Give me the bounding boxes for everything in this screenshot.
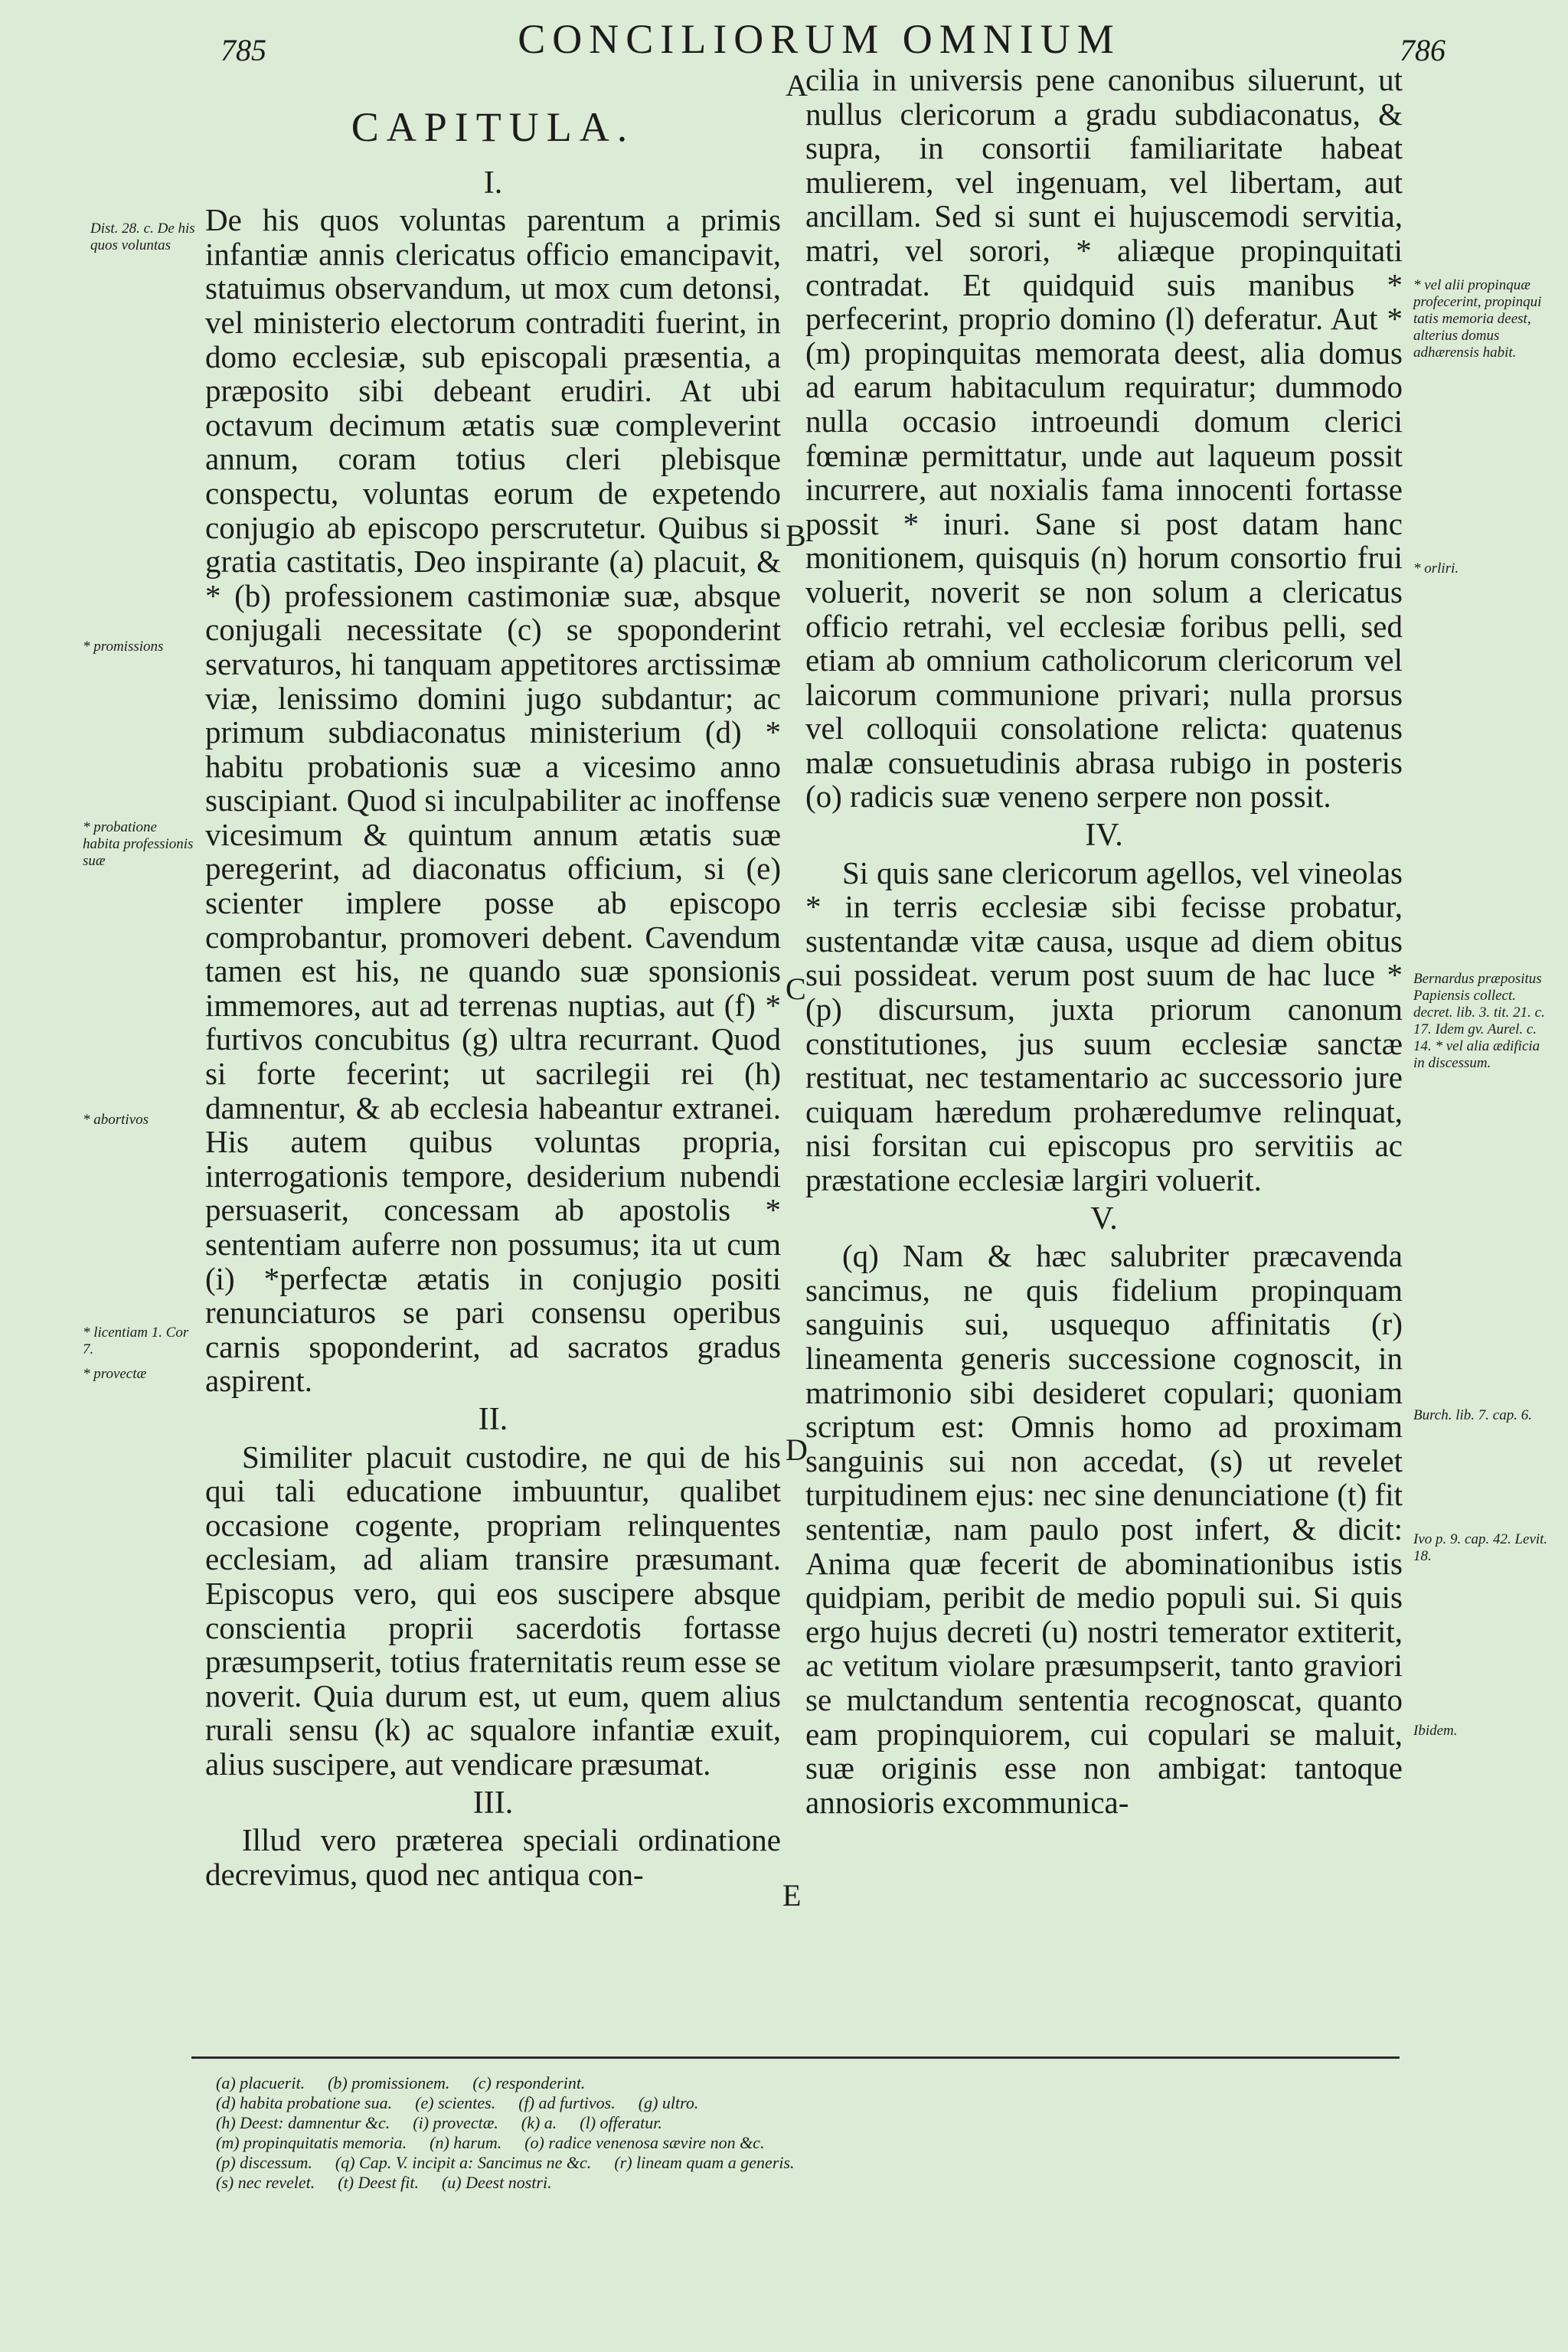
paragraph: Similiter placuit custodire, ne qui de his qui tali educatione imbuuntur, qualibet occasione cogente, propriam relinquentes ecclesiam, ad aliam transire præsumant. Episcopus vero, qui eos suscipere absque conscientia proprii sacerdotis fortasse præsumpserit, totius fraternitatis reum esse se noverit. Quia durum est, ut eum, quem alius rurali sensu (k) ac squalore infantiæ exuit, alius suscipere, aut vendicare præsumat. xyxy=(205,1439,781,1782)
margin-note: Bernardus præpositus Papiensis collect. decret. lib. 3. tit. 21. c. 17. Idem gv. Aurel. c. 14. * vel alia ædificia in discessum. xyxy=(1413,971,1545,1071)
section-letter: B xyxy=(786,518,806,553)
footnote: (d) habita probatione sua. xyxy=(216,2093,393,2112)
page-number-left: 785 xyxy=(220,33,266,67)
footnote: (c) responderint. xyxy=(472,2073,586,2092)
margin-note: * abortivos xyxy=(83,1112,149,1128)
paragraph: Si quis sane clericorum agellos, vel vineolas * in terris ecclesiæ sibi fecisse probatur, sustentandæ vitæ causa, usque ad diem obitus sui possideat. verum post suum de hac luce * (p) discursum, juxta priorum canonum constitutiones, jus suum ecclesiæ sanctæ restituat, nec testamentario ac successorio jure cuiquam hæredum prohæredumve relinquat, nisi forsitan cui episcopus pro servitiis ac præstatione ecclesiæ largiri voluerit. xyxy=(805,854,1403,1197)
margin-note: Ibidem. xyxy=(1413,1723,1458,1739)
footnote: (a) placuerit. xyxy=(216,2073,305,2092)
chapter-title: CAPITULA. xyxy=(351,104,635,150)
section-number: IV. xyxy=(1085,818,1123,854)
right-column xyxy=(805,63,1403,1819)
footnote: (s) nec revelet. xyxy=(216,2173,315,2192)
footnote-row xyxy=(216,2073,1410,2093)
margin-note: * promissions xyxy=(83,639,164,655)
footnote: (f) ad furtivos. xyxy=(518,2093,616,2112)
footnote: (n) harum. xyxy=(430,2133,502,2152)
footnote: (g) ultro. xyxy=(638,2093,699,2112)
section-number: II. xyxy=(478,1401,508,1437)
footnote: (q) Cap. V. incipit a: Sancimus ne &c. xyxy=(335,2153,592,2172)
margin-note: * provectæ xyxy=(83,1366,147,1382)
footnote-row xyxy=(216,2113,1410,2133)
footnote-row xyxy=(216,2153,1410,2173)
footnote: (e) scientes. xyxy=(415,2093,496,2112)
margin-note: Dist. 28. c. De his quos voluntas xyxy=(90,220,195,253)
paragraph: Illud vero præterea speciali ordinatione decrevimus, quod nec antiqua con- xyxy=(205,1822,781,1892)
footnote: (l) offeratur. xyxy=(580,2113,662,2132)
footnotes xyxy=(216,2073,1410,2193)
footnote: (i) provectæ. xyxy=(413,2113,498,2132)
left-column xyxy=(205,69,781,1891)
footnote-row xyxy=(216,2133,1410,2153)
footnote: (k) a. xyxy=(521,2113,557,2132)
margin-note: * vel alii propinquæ profecerint, propinqui tatis memoria deest, alterius domus adhærensis habit. xyxy=(1413,277,1542,361)
footnote: (h) Deest: damnentur &c. xyxy=(216,2113,390,2132)
margin-note: * licentiam 1. Cor 7. xyxy=(83,1325,189,1357)
section-number: I. xyxy=(483,165,503,201)
footnote: (m) propinquitatis memoria. xyxy=(216,2133,407,2152)
footnote: (t) Deest fit. xyxy=(338,2173,419,2192)
footnote-row xyxy=(216,2093,1410,2113)
footnote: (o) radice venenosa sævire non &c. xyxy=(524,2133,765,2152)
margin-note: Ivo p. 9. cap. 42. Levit. 18. xyxy=(1413,1531,1548,1564)
section-letter: D xyxy=(786,1432,808,1467)
paragraph: (q) Nam & hæc salubriter præcavenda sancimus, ne quis fidelium propinquam sanguinis sui, usquequo affinitatis (r) lineamenta generis successione cognoscit, in matrimonio sibi desideret copulari; quoniam scriptum est: Omnis homo ad proximam sanguinis sui non accedat, (s) ut revelet turpitudinem ejus: nec sine denunciatione (t) fit sententiæ, nam paulo post infert, & dicit: Anima quæ fecerit de abominationibus istis quidpiam, peribit de medio populi sui. Si quis ergo hujus decreti (u) nostri temerator extiterit, ac vetitum violare præsumpserit, tanto graviori se mulctandum sententia recognoscat, quanto eam propinquiorem, cui copulari se maluit, suæ originis esse non ambigat: tantoque annosioris excommunica- xyxy=(805,1238,1403,1820)
section-number: V. xyxy=(1090,1200,1118,1236)
page-number-right: 786 xyxy=(1400,33,1446,67)
footnote: (r) lineam quam a generis. xyxy=(614,2153,795,2172)
footnote: (u) Deest nostri. xyxy=(441,2173,552,2192)
running-head-title: CONCILIORUM OMNIUM xyxy=(518,16,1121,62)
footnote: (p) discessum. xyxy=(216,2153,312,2172)
section-letter: E xyxy=(782,1878,802,1913)
footnote-row xyxy=(216,2173,1410,2193)
paragraph: De his quos voluntas parentum a primis infantiæ annis clericatus officio emancipavit, statuimus observandum, ut mox cum detonsi, vel ministerio electorum contraditi fuerint, in domo ecclesiæ, sub episcopali præsentia, a præposito sibi debeant erudiri. At ubi octavum decimum ætatis suæ compleverint annum, coram totius cleri plebisque conspectu, voluntas eorum de expetendo conjugio ab episcopo perscrutetur. Quibus si gratia castitatis, Deo inspirante (a) placuit, & * (b) professionem castimoniæ suæ, absque conjugali necessitate (c) se spoponderint servaturos, hi tanquam appetitores arctissimæ viæ, lenissimo domini jugo subdantur; ac primum subdiaconatus ministerium (d) * habitu probationis suæ a vicesimo anno suscipiant. Quod si inculpabiliter ac inoffense vicesimum & quintum annum ætatis suæ peregerint, ad diaconatus officium, si (e) scienter implere posse ab episcopo comprobantur, promoveri debent. Cavendum tamen est his, ne quando suæ sponsionis immemores, aut ad terrenas nuptias, aut (f) * furtivos concubitus (g) ultra recurrant. Quod si forte fecerint; ut sacrilegii rei (h) damnentur, & ab ecclesia habeantur extranei. His autem quibus voluntas propria, interrogationis tempore, desiderium nubendi persuaserit, concessam ab apostolis * sententiam auferre non possumus; ita ut cum (i) *perfectæ ætatis in conjugio positi renunciaturos se pari consensu operibus carnis spoponderint, ad sacratos gradus aspirent. xyxy=(205,202,781,1399)
footnote: (b) promissionem. xyxy=(328,2073,450,2092)
margin-note: * probatione habita professionis suæ xyxy=(83,819,194,869)
section-letter: A xyxy=(786,68,808,103)
margin-note: * orliri. xyxy=(1413,560,1459,577)
margin-note: Burch. lib. 7. cap. 6. xyxy=(1413,1407,1532,1423)
footnote-rule xyxy=(191,2056,1400,2059)
section-number: III. xyxy=(472,1785,514,1821)
section-letter: C xyxy=(786,972,806,1006)
paragraph: cilia in universis pene canonibus siluerunt, ut nullus clericorum a gradu subdiaconatus, & supra, in consortii familiaritate habeat mulierem, vel ingenuam, vel libertam, aut ancillam. Sed si sunt ei hujuscemodi servitia, matri, vel sorori, * aliæque propinquitati contradat. Et quidquid suis manibus * perfecerint, proprio domino (l) deferatur. Aut * (m) propinquitas memorata deest, alia domus ad earum habitaculum requiratur; dummodo nulla occasio introeundi domum clerici fœminæ permittatur, unde aut laqueum possit incurrere, aut noxialis fama innocenti fortasse possit * inuri. Sane si post datam hanc monitionem, quisquis (n) horum consortio frui voluerit, noverit se non solum a clericatus officio retrahi, vel ecclesiæ foribus pelli, sed etiam ab omnium catholicorum clericorum vel laicorum communione privari; nulla prorsus vel colloquii consolatione relicta: quatenus malæ consuetudinis abrasa rubigo in posteris (o) radicis suæ veneno serpere non possit. xyxy=(805,62,1403,815)
